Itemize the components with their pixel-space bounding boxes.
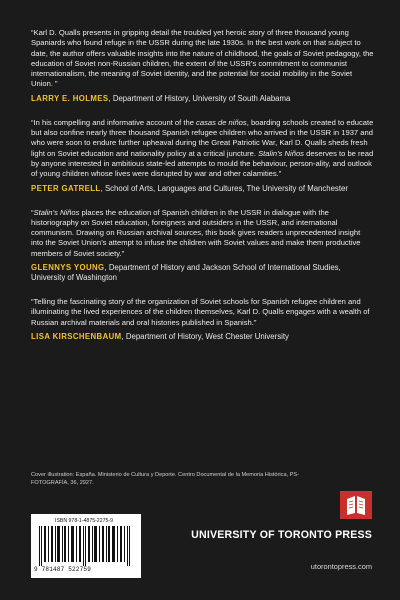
blurb-attribution <box>31 184 374 194</box>
reviewer-affiliation: , School of Arts, Languages and Cultures, The University of Manchester <box>100 183 348 193</box>
reviewer-name: GLENNYS YOUNG <box>31 263 105 273</box>
quote-text: , boarding schools created to educate but also confine nearly three thousand Spanish refugee children who arrived in the USSR in 1937 and who were soon to endure further upheaval during the Great Patriotic War, Karl D. Qualls sheds fresh light on Soviet education and nationality policy at a critical juncture. <box>31 117 374 158</box>
blurb-attribution <box>31 94 374 104</box>
barcode-bars <box>37 526 135 566</box>
isbn-barcode <box>31 514 141 578</box>
quote-text: deserves to be read by anyone interested in ambitious state-led attempts to mould the behaviour, person-ality, and outlook of young children whose lives were disrupted by war and other calamities.” <box>31 148 374 179</box>
blurb-holmes <box>31 28 374 104</box>
blurb-young <box>31 208 374 283</box>
quote-italic: Stalin’s Niños <box>258 148 304 158</box>
blurb-kirschenbaum <box>31 297 374 342</box>
reviewer-name: LARRY E. HOLMES <box>31 93 109 103</box>
reviewer-name: LISA KIRSCHENBAUM <box>31 331 122 341</box>
university-of-toronto-press-logo <box>339 490 373 520</box>
blurb-attribution <box>31 263 374 283</box>
reviewer-affiliation: , Department of History, West Chester University <box>121 331 289 341</box>
blurb-list <box>31 28 374 356</box>
reviewer-affiliation: , Department of History, University of South Alabama <box>108 93 291 103</box>
quote-italic: casas de niños <box>196 117 247 127</box>
blurb-quote: “Telling the fascinating story of the organization of Soviet schools for Spanish refugee children and illuminating the lived experiences of the children themselves, Karl D. Qualls engages with a wealth of Russian archival materials and oral histories published in Spanish.” <box>31 297 370 327</box>
publisher-url[interactable]: utorontopress.com <box>310 562 372 571</box>
reviewer-affiliation: , Department of History and Jackson School of International Studies, University of Washington <box>31 263 341 283</box>
reviewer-name: PETER GATRELL <box>31 183 101 193</box>
blurb-quote <box>31 118 374 180</box>
barcode-number: 9 781487 522759 <box>34 566 92 573</box>
cover-illustration-credit: Cover illustration: España. Ministerio de Cultura y Deporte. Centro Documental de la Memoria Histórica, PS-FOTOGRAFÍA, 36, 2927. <box>31 472 299 486</box>
blurb-quote <box>31 208 374 259</box>
quote-text: places the education of Spanish children in the USSR in dialogue with the historiography on Soviet education, foreigners and outsiders in the USSR, and international communism. Drawing on Russian archival sources, this book gives readers unprecedented insight into the Soviet Union’s attempt to infuse the children with Soviet values and make them productive members of Soviet society.” <box>31 207 361 258</box>
isbn-label: ISBN 978-1-4875-2275-9 <box>55 518 113 524</box>
quote-text: “ <box>31 207 34 217</box>
blurb-gatrell <box>31 118 374 194</box>
quote-text: “In his compelling and informative account of the <box>31 117 197 127</box>
publisher-name: UNIVERSITY OF TORONTO PRESS <box>191 529 372 541</box>
blurb-attribution <box>31 332 374 342</box>
blurb-quote: “Karl D. Qualls presents in gripping detail the troubled yet heroic story of three thousand young Spaniards who found refuge in the USSR during the late 1930s. In the best work on that subject to date, the author offers valuable insights into the nature of childhood, the goals of Soviet pedagogy, the education of Soviet non-Russian children, the extent of the USSR’s commitment to communist internationalism, the meaning of Soviet identity, and the potential for social mobility in the Soviet Union. ” <box>31 28 374 89</box>
quote-italic: Stalin’s Niños <box>33 207 80 217</box>
